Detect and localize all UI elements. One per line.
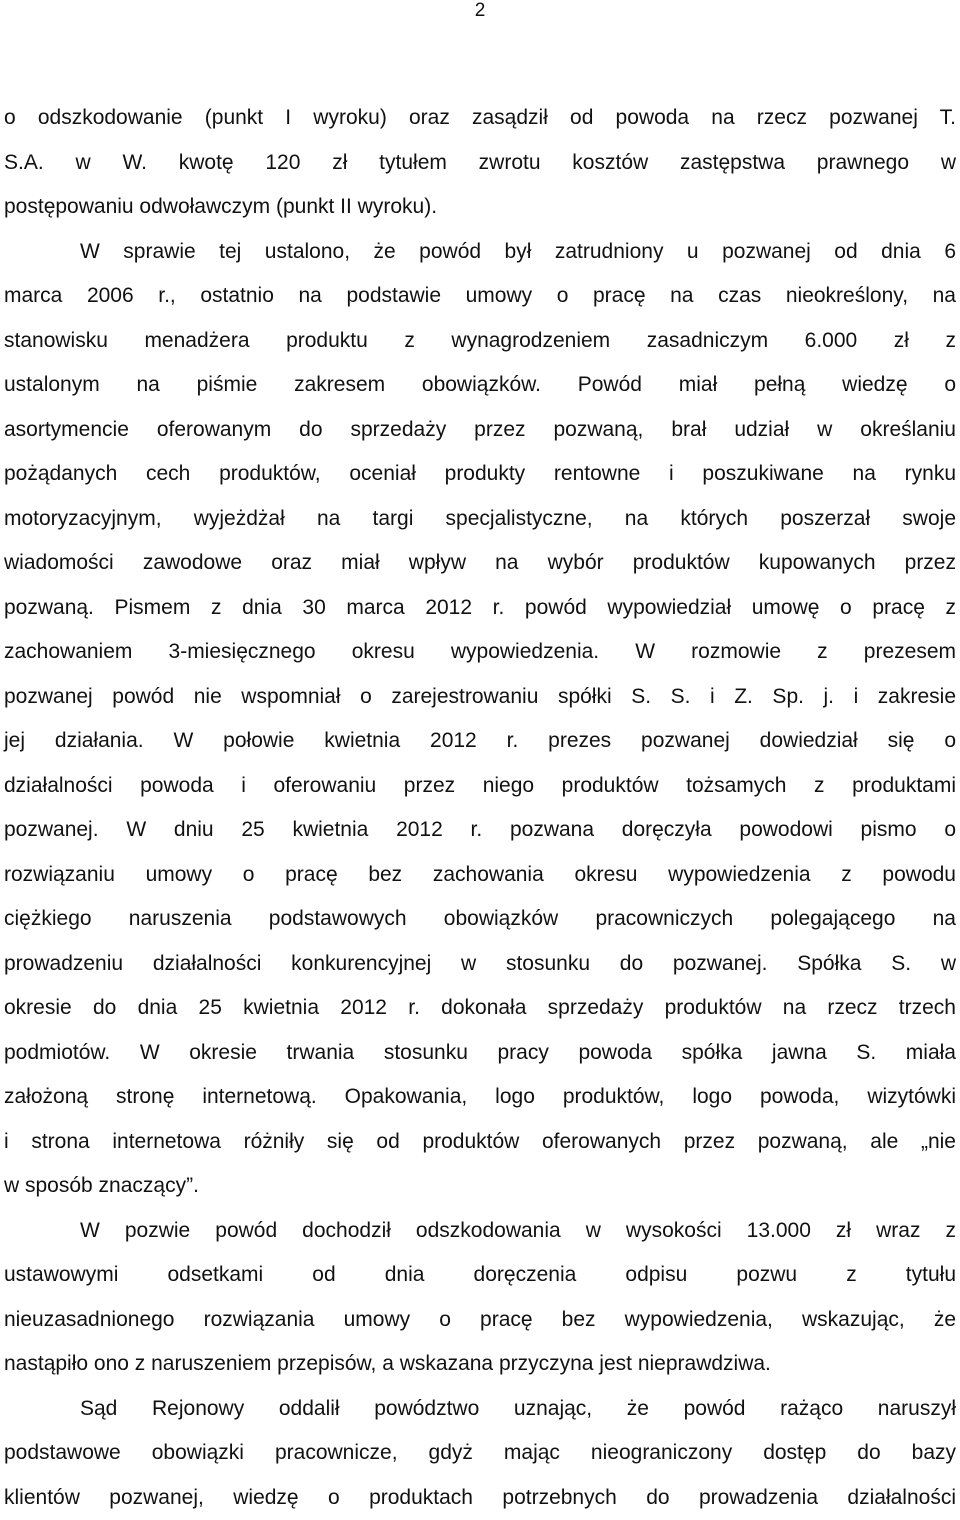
paragraph-2 xyxy=(4,230,956,1209)
text-line: prowadzeniu działalności konkurencyjnej w stosunku do pozwanej. Spółka S. w xyxy=(4,942,956,987)
text-line: ciężkiego naruszenia podstawowych obowiązków pracowniczych polegającego na xyxy=(4,897,956,942)
text-line: ustalonym na piśmie zakresem obowiązków. Powód miał pełną wiedzę o xyxy=(4,363,956,408)
text-line: wiadomości zawodowe oraz miał wpływ na wybór produktów kupowanych przez xyxy=(4,541,956,586)
text-line: S.A. w W. kwotę 120 zł tytułem zwrotu kosztów zastępstwa prawnego w xyxy=(4,141,956,186)
text-line: Sąd Rejonowy oddalił powództwo uznając, że powód rażąco naruszył xyxy=(4,1387,956,1432)
text-line: zachowaniem 3-miesięcznego okresu wypowiedzenia. W rozmowie z prezesem xyxy=(4,630,956,675)
text-line: pozwanej. W dniu 25 kwietnia 2012 r. pozwana doręczyła powodowi pismo o xyxy=(4,808,956,853)
text-line: okresie do dnia 25 kwietnia 2012 r. dokonała sprzedaży produktów na rzecz trzech xyxy=(4,986,956,1031)
text-line: założoną stronę internetową. Opakowania, logo produktów, logo powoda, wizytówki xyxy=(4,1075,956,1120)
text-line: motoryzacyjnym, wyjeżdżał na targi specjalistyczne, na których poszerzał swoje xyxy=(4,497,956,542)
text-line: W sprawie tej ustalono, że powód był zatrudniony u pozwanej od dnia 6 xyxy=(4,230,956,275)
text-line: i strona internetowa różniły się od produktów oferowanych przez pozwaną, ale „nie xyxy=(4,1120,956,1165)
text-line: nieuzasadnionego rozwiązania umowy o pracę bez wypowiedzenia, wskazując, że xyxy=(4,1298,956,1343)
text-line: stanowisku menadżera produktu z wynagrodzeniem zasadniczym 6.000 zł z xyxy=(4,319,956,364)
text-line: w sposób znaczący”. xyxy=(4,1164,956,1209)
text-line: podmiotów. W okresie trwania stosunku pracy powoda spółka jawna S. miała xyxy=(4,1031,956,1076)
text-line: podstawowe obowiązki pracownicze, gdyż mając nieograniczony dostęp do bazy xyxy=(4,1431,956,1476)
document-body xyxy=(4,96,956,1520)
text-line: pozwanej powód nie wspomniał o zarejestrowaniu spółki S. S. i Z. Sp. j. i zakresie xyxy=(4,675,956,720)
text-line: nastąpiło ono z naruszeniem przepisów, a wskazana przyczyna jest nieprawdziwa. xyxy=(4,1342,956,1387)
paragraph-1 xyxy=(4,96,956,230)
page-number: 2 xyxy=(0,0,960,22)
text-line: postępowaniu odwoławczym (punkt II wyroku). xyxy=(4,185,956,230)
text-line: rozwiązaniu umowy o pracę bez zachowania okresu wypowiedzenia z powodu xyxy=(4,853,956,898)
text-line: marca 2006 r., ostatnio na podstawie umowy o pracę na czas nieokreślony, na xyxy=(4,274,956,319)
text-line: asortymencie oferowanym do sprzedaży przez pozwaną, brał udział w określaniu xyxy=(4,408,956,453)
text-line: ustawowymi odsetkami od dnia doręczenia odpisu pozwu z tytułu xyxy=(4,1253,956,1298)
paragraph-3 xyxy=(4,1209,956,1387)
text-line: klientów pozwanej, wiedzę o produktach potrzebnych do prowadzenia działalności xyxy=(4,1476,956,1520)
text-line: o odszkodowanie (punkt I wyroku) oraz zasądził od powoda na rzecz pozwanej T. xyxy=(4,96,956,141)
text-line: jej działania. W połowie kwietnia 2012 r. prezes pozwanej dowiedział się o xyxy=(4,719,956,764)
text-line: W pozwie powód dochodził odszkodowania w wysokości 13.000 zł wraz z xyxy=(4,1209,956,1254)
text-line: działalności powoda i oferowaniu przez niego produktów tożsamych z produktami xyxy=(4,764,956,809)
text-line: pozwaną. Pismem z dnia 30 marca 2012 r. powód wypowiedział umowę o pracę z xyxy=(4,586,956,631)
paragraph-4 xyxy=(4,1387,956,1520)
text-line: pożądanych cech produktów, oceniał produkty rentowne i poszukiwane na rynku xyxy=(4,452,956,497)
